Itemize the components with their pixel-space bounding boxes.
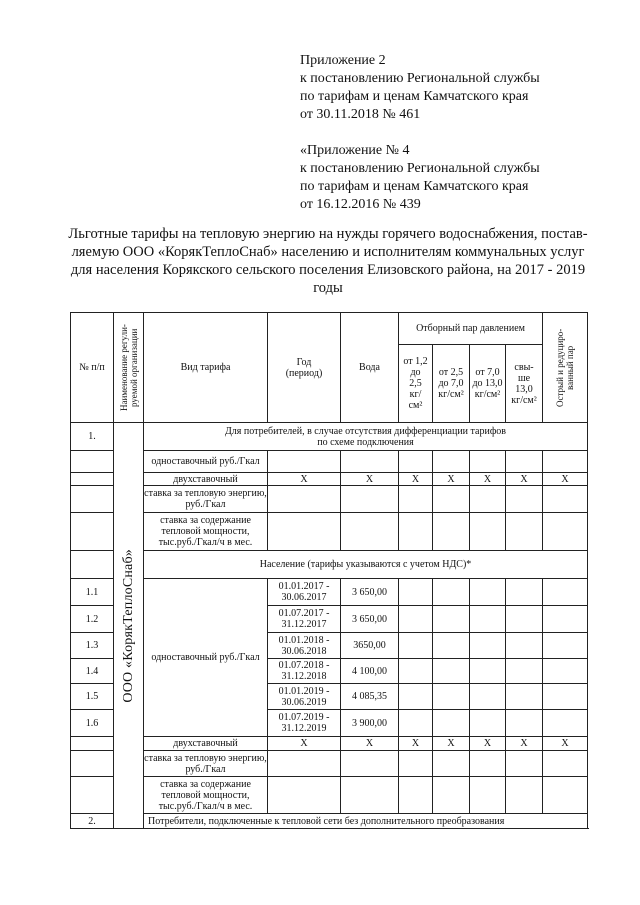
rate-energy-label: ставка за тепловую энергию, руб./Гкал	[144, 752, 267, 775]
one-part-label: одноставочный руб./Гкал	[144, 451, 268, 473]
water-value: 3650,00	[341, 633, 399, 659]
tariff-table	[70, 312, 588, 829]
water-value: 4 085,35	[341, 684, 399, 710]
appendix-line: «Приложение № 4	[300, 143, 410, 158]
header-year: Год (период)	[268, 313, 341, 423]
section-1-title: Для потребителей, в случае отсутствия дифференциации тарифов по схеме подключения	[144, 423, 588, 451]
row-num: 1.4	[71, 659, 114, 684]
population-label: Население (тарифы указываются с учетом НДС)*	[144, 551, 588, 579]
x-mark: X	[268, 473, 341, 486]
row-num: 1.5	[71, 684, 114, 710]
appendix-2-header	[300, 52, 540, 124]
rate-capacity-label: ставка за содержание тепловой мощности, тыс.руб./Гкал/ч в мес.	[144, 777, 268, 814]
rate-energy-label: ставка за тепловую энергию, руб./Гкал	[144, 486, 268, 513]
x-mark: X	[543, 473, 588, 486]
x-mark: X	[268, 737, 341, 751]
header-steam-1: от 1,2 до 2,5 кг/см²	[399, 345, 433, 423]
document-title	[48, 225, 608, 297]
title-line: Льготные тарифы на тепловую энергию на нужды горячего водоснабжения, постав-	[68, 226, 588, 242]
period-cell: 01.01.2017 - 30.06.2017	[268, 579, 341, 606]
period-row	[71, 579, 588, 606]
section-1-row	[71, 423, 588, 451]
row-num: 1.2	[71, 606, 114, 633]
header-steam-4: свы-ше 13,0 кг/см²	[506, 345, 543, 423]
row-num: 1.6	[71, 710, 114, 737]
period-cell: 01.01.2019 - 30.06.2019	[268, 684, 341, 710]
header-steam-group: Отборный пар давлением	[399, 313, 543, 345]
header-tariff-type: Вид тарифа	[144, 313, 268, 423]
appendix-4-header	[300, 142, 540, 214]
header-steam-3: от 7,0 до 13,0 кг/см²	[470, 345, 506, 423]
rate-energy-row-2	[71, 751, 588, 777]
period-cell: 01.07.2019 - 31.12.2019	[268, 710, 341, 737]
header-sharp-steam: Острый и редуциро-ванный пар	[543, 313, 588, 423]
header-org-name: Наименование регули-руемой организации	[114, 313, 144, 423]
x-mark: X	[341, 473, 399, 486]
two-part-label: двухставочный	[144, 473, 268, 486]
two-part-label: двухставочный	[144, 737, 268, 751]
two-part-row-2	[71, 737, 588, 751]
x-mark: X	[399, 737, 433, 751]
x-mark: X	[341, 737, 399, 751]
appendix-line: по тарифам и ценам Камчатского края	[300, 89, 529, 104]
row-num: 1.3	[71, 633, 114, 659]
water-value: 3 650,00	[341, 606, 399, 633]
title-line: для населения Корякского сельского поселения Елизовского района, на 2017 - 2019	[70, 262, 586, 278]
header-water: Вода	[341, 313, 399, 423]
organization-cell: ООО «КорякТеплоСнаб»	[114, 423, 144, 829]
one-part-row	[71, 451, 588, 473]
x-mark: X	[470, 737, 506, 751]
section-1-num: 1.	[71, 423, 114, 451]
two-part-row	[71, 473, 588, 486]
header-steam-2: от 2,5 до 7,0 кг/см²	[433, 345, 470, 423]
appendix-line: по тарифам и ценам Камчатского края	[300, 179, 529, 194]
appendix-line: от 30.11.2018 № 461	[300, 107, 421, 122]
section-2-num: 2.	[71, 814, 114, 829]
rate-capacity-row-2	[71, 777, 588, 814]
water-value: 4 100,00	[341, 659, 399, 684]
period-cell: 01.07.2018 - 31.12.2018	[268, 659, 341, 684]
x-mark: X	[433, 473, 470, 486]
population-row	[71, 551, 588, 579]
rate-capacity-label: ставка за содержание тепловой мощности, тыс.руб./Гкал/ч в мес.	[144, 513, 268, 551]
period-cell: 01.01.2018 - 30.06.2018	[268, 633, 341, 659]
header-row	[71, 313, 588, 345]
title-line: годы	[313, 280, 343, 296]
x-mark: X	[506, 473, 543, 486]
rate-energy-row	[71, 486, 588, 513]
appendix-line: к постановлению Региональной службы	[300, 161, 540, 176]
appendix-line: Приложение 2	[300, 53, 386, 68]
period-cell: 01.07.2017 - 31.12.2017	[268, 606, 341, 633]
x-mark: X	[543, 737, 588, 751]
appendix-line: к постановлению Региональной службы	[300, 71, 540, 86]
header-num: № п/п	[71, 313, 114, 423]
one-part-population-label: одноставочный руб./Гкал	[144, 579, 268, 737]
rate-capacity-row	[71, 513, 588, 551]
x-mark: X	[506, 737, 543, 751]
water-value: 3 900,00	[341, 710, 399, 737]
section-2-row	[71, 814, 588, 829]
appendix-line: от 16.12.2016 № 439	[300, 197, 421, 212]
title-line: ляемую ООО «КорякТеплоСнаб» населению и исполнителям коммунальных услуг	[71, 244, 585, 260]
row-num: 1.1	[71, 579, 114, 606]
x-mark: X	[470, 473, 506, 486]
x-mark: X	[433, 737, 470, 751]
x-mark: X	[399, 473, 433, 486]
section-2-title: Потребители, подключенные к тепловой сети без дополнительного преобразования	[144, 814, 588, 829]
water-value: 3 650,00	[341, 579, 399, 606]
